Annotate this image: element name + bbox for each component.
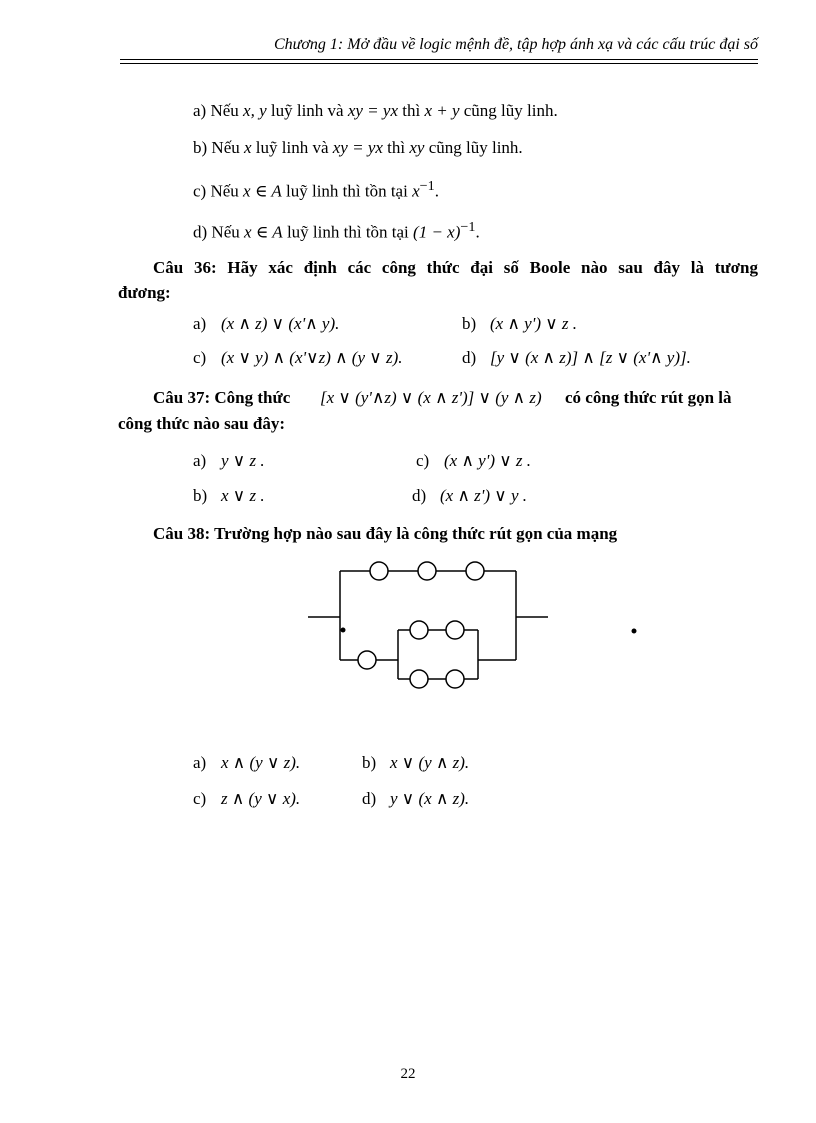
q38-question-line1: Câu 38: Trường hợp nào sau đây là công thức rút gọn của mạng (153, 524, 618, 543)
q37-option-b: x ∨ z . (221, 486, 265, 505)
q35-option-d: d) Nếu x ∈ A luỹ linh thì tồn tại $(1 - x)^{-1}$. (193, 219, 480, 242)
q37-option-d: (x ∧ z') ∨ y . (440, 486, 528, 505)
q35-option-a: a) Nếu x, y luỹ linh và xy = yx thì x + y cũng lũy linh. (193, 101, 558, 120)
switch-inner-top-1 (410, 621, 428, 639)
switch-top-2 (418, 562, 436, 580)
q38-option-d: y ∨ (x ∧ z). (390, 789, 470, 808)
q37-option-c: (x ∧ y') ∨ z . (444, 451, 532, 470)
q35-option-c: c) Nếu x ∈ A luỹ linh thì tồn tại $x^{-1}$. (193, 178, 439, 201)
page-header: Chương 1: Mở đầu về logic mệnh đề, tập hợp ánh xạ và các cấu trúc đại số (273, 36, 758, 53)
q38-option-b: x ∨ (y ∧ z). (390, 753, 470, 772)
q38-label-d: d) (362, 789, 377, 808)
q35-option-b: b) Nếu x luỹ linh và xy = yx thì xy cũng lũy linh. (193, 138, 523, 157)
q38-label-b: b) (362, 753, 377, 772)
q38-label-a: a) (193, 753, 207, 772)
switch-top-3 (466, 562, 484, 580)
q37-formula: [x ∨ (y'∧z) ∨ (x ∧ z')] ∨ (y ∧ z) (320, 388, 542, 407)
q37-question-tail: có công thức rút gọn là (565, 388, 732, 407)
q37-label-d: d) (412, 486, 427, 505)
q36-option-b: (x ∧ y') ∨ z . (490, 314, 578, 333)
q36-option-d: [y ∨ (x ∧ z)] ∧ [z ∨ (x'∧ y)]. (490, 348, 691, 367)
q37-question-lead: Câu 37: Công thức (153, 388, 291, 407)
network-junction-dot (341, 628, 346, 633)
q36-label-c: c) (193, 348, 207, 367)
q37-label-c: c) (416, 451, 430, 470)
q36-question-line2: đương: (118, 283, 171, 302)
q37-option-a: y ∨ z . (221, 451, 265, 470)
q36-label-b: b) (462, 314, 477, 333)
q38-option-c: z ∧ (y ∨ x). (221, 789, 301, 808)
switch-inner-bottom-2 (446, 670, 464, 688)
q37-label-a: a) (193, 451, 207, 470)
switch-top-1 (370, 562, 388, 580)
q36-option-c: (x ∨ y) ∧ (x'∨z) ∧ (y ∨ z). (221, 348, 403, 367)
switch-inner-top-2 (446, 621, 464, 639)
trailing-period-dot (632, 629, 637, 634)
q37-label-b: b) (193, 486, 208, 505)
switch-inner-bottom-1 (410, 670, 428, 688)
switch-bottom-series (358, 651, 376, 669)
q37-question-line2: công thức nào sau đây: (118, 414, 286, 433)
q38-label-c: c) (193, 789, 207, 808)
page-number: 22 (400, 1066, 416, 1082)
q36-question-line1: Câu 36: Hãy xác định các công thức đại số Boole nào sau đây là tương (153, 258, 758, 277)
q36-label-d: d) (462, 348, 477, 367)
q38-option-a: x ∧ (y ∨ z). (221, 753, 301, 772)
q36-option-a: (x ∧ z) ∨ (x'∧ y). (221, 314, 340, 333)
q36-label-a: a) (193, 314, 207, 333)
